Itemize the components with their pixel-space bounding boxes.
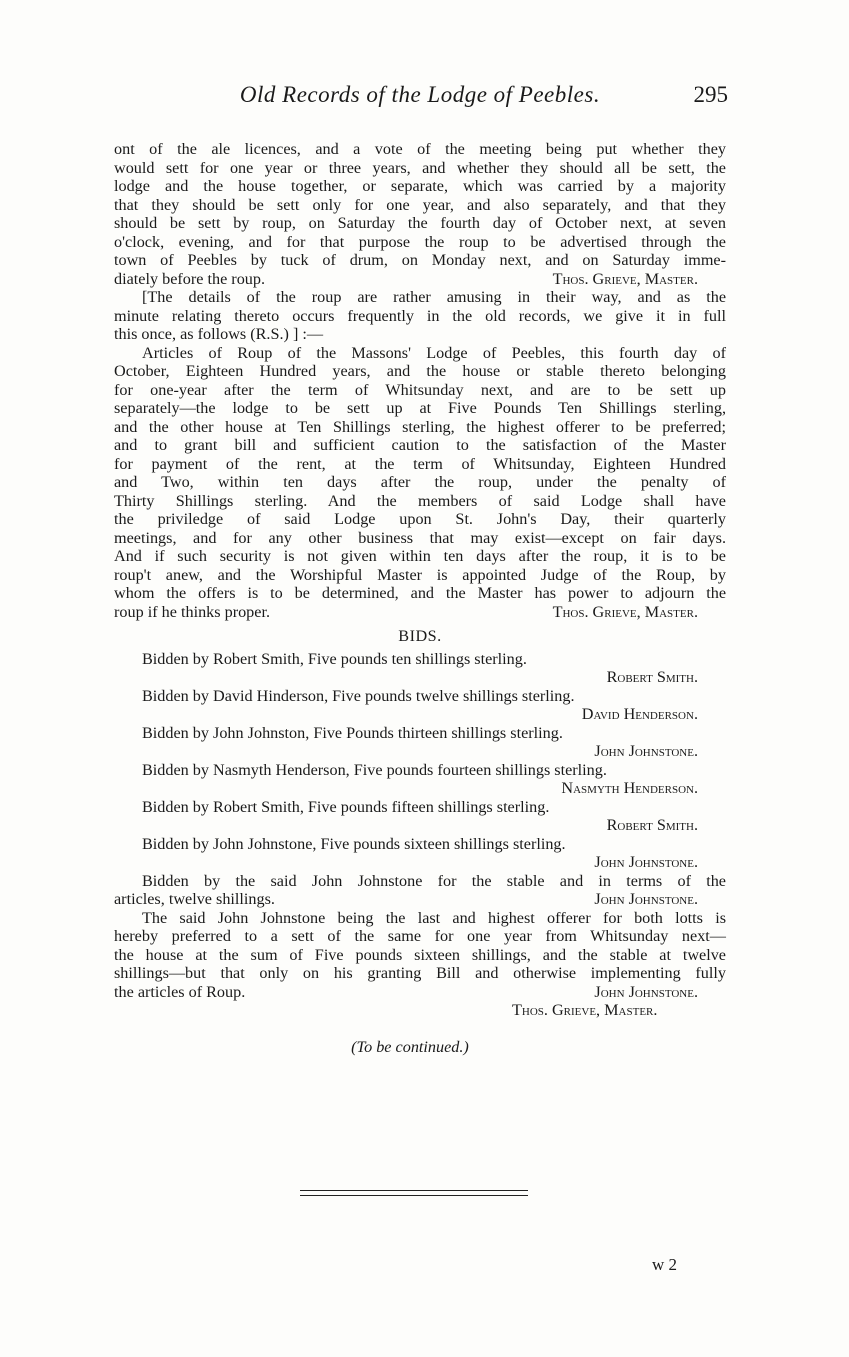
text-line: the house at the sum of Five pounds sixteen shillings, and the stable at twelve xyxy=(114,945,726,964)
text-line: articles, twelve shillings. xyxy=(114,890,275,908)
paragraph-editorial-note xyxy=(114,288,726,344)
text-line: whom the offers is to be determined, and the Master has power to adjourn the xyxy=(114,584,726,602)
text-line: ont of the ale licences, and a vote of the meeting being put whether they xyxy=(114,140,726,158)
text-line: would sett for one year or three years, and whether they should all be sett, the xyxy=(114,158,726,177)
text-line: for payment of the rent, at the term of Whitsunday, Eighteen Hundred xyxy=(114,454,726,473)
text-line: and to grant bill and sufficient caution to the satisfaction of the Master xyxy=(114,436,726,454)
bid-signature: Nasmyth Henderson. xyxy=(561,779,698,797)
bids-heading: BIDS. xyxy=(398,627,442,645)
page-header xyxy=(114,80,726,114)
text-line: [The details of the roup are rather amusing in their way, and as the xyxy=(142,288,726,306)
end-rule-thin xyxy=(300,1195,528,1196)
text-line: the priviledge of said Lodge upon St. John's Day, their quarterly xyxy=(114,510,726,528)
text-line: Thirty Shillings sterling. And the members of said Lodge shall have xyxy=(114,491,726,510)
text-line: town of Peebles by tuck of drum, on Monday next, and on Saturday imme- xyxy=(114,251,726,269)
text-line: should be sett by roup, on Saturday the fourth day of October next, at seven xyxy=(114,214,726,232)
bid-line: Bidden by David Hinderson, Five pounds twelve shillings sterling. xyxy=(142,686,575,705)
text-line-with-signature xyxy=(114,890,726,909)
paragraph-preferred-offer xyxy=(114,909,726,1020)
signature: Thos. Grieve, Master. xyxy=(552,602,698,621)
text-line: And if such security is not given within ten days after the roup, it is to be xyxy=(114,547,726,565)
text-line-with-signature xyxy=(114,983,726,1002)
bid-line: Bidden by Robert Smith, Five pounds fifteen shillings sterling. xyxy=(142,797,550,816)
signature: Thos. Grieve, Master. xyxy=(512,1001,658,1019)
signature: Thos. Grieve, Master. xyxy=(552,269,698,288)
text-line: o'clock, evening, and for that purpose the roup to be advertised through the xyxy=(114,232,726,251)
bid-signature: Robert Smith. xyxy=(606,816,698,834)
bid-signature: Robert Smith. xyxy=(606,668,698,686)
text-line: that they should be sett only for one year, and also separately, and that they xyxy=(114,195,726,214)
running-title: Old Records of the Lodge of Peebles. xyxy=(239,82,601,107)
text-line: Bidden by the said John Johnstone for the stable and in terms of the xyxy=(142,871,726,890)
bid-signature: John Johnstone. xyxy=(594,742,698,760)
text-line: minute relating thereto occurs frequently in the old records, we give it in full xyxy=(114,306,726,325)
bid-signature: David Henderson. xyxy=(581,705,698,723)
paragraph-articles-of-roup xyxy=(114,344,726,622)
bid-line: Bidden by Nasmyth Henderson, Five pounds fourteen shillings sterling. xyxy=(142,760,607,779)
bid-line: Bidden by John Johnston, Five Pounds thirteen shillings sterling. xyxy=(142,723,563,742)
text-line: October, Eighteen Hundred years, and the house or stable thereto belonging xyxy=(114,362,726,380)
text-line-with-signature xyxy=(114,270,726,289)
text-line: shillings—but that only on his granting Bill and otherwise implementing fully xyxy=(114,964,726,982)
text-line: separately—the lodge to be sett up at Five Pounds Ten Shillings sterling, xyxy=(114,399,726,417)
paragraph-minute xyxy=(114,140,726,288)
bid-line: Bidden by John Johnstone, Five pounds sixteen shillings sterling. xyxy=(142,834,566,853)
bids-list xyxy=(114,650,726,872)
main-text xyxy=(114,140,726,1056)
text-line: diately before the roup. xyxy=(114,269,266,288)
bid-line: Bidden by Robert Smith, Five pounds ten shillings sterling. xyxy=(142,649,527,668)
text-line: roup't anew, and the Worshipful Master is appointed Judge of the Roup, by xyxy=(114,565,726,584)
text-line: Articles of Roup of the Massons' Lodge of Peebles, this fourth day of xyxy=(142,343,726,362)
signature: John Johnstone. xyxy=(594,890,698,908)
bid-signature: John Johnstone. xyxy=(594,853,698,871)
paragraph-stable-bid xyxy=(114,872,726,909)
text-line-with-signature xyxy=(114,603,726,622)
text-line: this once, as follows (R.S.) ] :— xyxy=(114,325,324,343)
text-line: for one-year after the term of Whitsunday next, and are to be sett up xyxy=(114,380,726,399)
text-line: lodge and the house together, or separate, which was carried by a majority xyxy=(114,177,726,195)
printer-signature-mark: w 2 xyxy=(652,1255,678,1274)
text-line: hereby preferred to a sett of the same for one year from Whitsunday next— xyxy=(114,927,726,945)
text-line: and Two, within ten days after the roup, under the penalty of xyxy=(114,473,726,491)
text-line: meetings, and for any other business that may exist—except on fair days. xyxy=(114,528,726,547)
text-line: the articles of Roup. xyxy=(114,982,246,1001)
text-line: roup if he thinks proper. xyxy=(114,602,271,621)
text-line: and the other house at Ten Shillings sterling, the highest offerer to be preferred; xyxy=(114,417,726,436)
page-number: 295 xyxy=(693,82,728,107)
text-line: The said John Johnstone being the last and highest offerer for both lotts is xyxy=(142,908,726,927)
signature: John Johnstone. xyxy=(594,982,698,1001)
end-rule-thick xyxy=(300,1190,528,1191)
to-be-continued: (To be continued.) xyxy=(351,1037,469,1056)
